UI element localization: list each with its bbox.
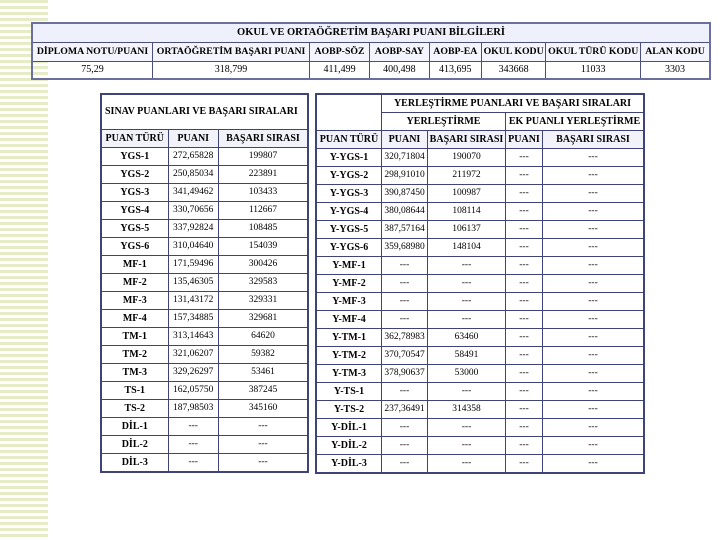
info-value-alan-kodu: 3303 [640, 62, 710, 80]
table-row [316, 383, 644, 401]
table-row [101, 184, 308, 202]
info-value-okul-kodu: 343668 [481, 62, 546, 80]
bonus-score-cell: --- [506, 203, 543, 221]
rank-value-cell: 112667 [218, 202, 308, 220]
info-header-aobp-ea: AOBP-EA [429, 43, 481, 62]
score-value-cell: --- [382, 419, 428, 437]
exam-scores-table [100, 93, 309, 473]
score-type-cell: Y-TS-1 [316, 383, 382, 401]
score-value-cell: 330,70656 [168, 202, 218, 220]
table-row [101, 148, 308, 166]
rank-value-cell: 53000 [428, 365, 506, 383]
rank-value-cell: --- [428, 311, 506, 329]
info-header-row [32, 43, 710, 62]
info-header-aobp-say: AOBP-SAY [369, 43, 429, 62]
bonus-rank-cell: --- [543, 293, 645, 311]
table-row [101, 400, 308, 418]
score-type-cell: Y-TM-3 [316, 365, 382, 383]
rank-value-cell: 211972 [428, 167, 506, 185]
bonus-rank-cell: --- [543, 365, 645, 383]
score-value-cell: 157,34885 [168, 310, 218, 328]
info-table-title: OKUL VE ORTAÖĞRETİM BAŞARI PUANI BİLGİLERİ [32, 23, 710, 43]
placement-header-row [316, 131, 644, 149]
score-value-cell: 378,90637 [382, 365, 428, 383]
bonus-score-cell: --- [506, 401, 543, 419]
info-header-alan-kodu: ALAN KODU [640, 43, 710, 62]
score-value-cell: 370,70547 [382, 347, 428, 365]
rank-value-cell: 53461 [218, 364, 308, 382]
score-type-cell: DİL-3 [101, 454, 168, 473]
score-type-cell: YGS-4 [101, 202, 168, 220]
score-value-cell: --- [382, 437, 428, 455]
table-row [316, 347, 644, 365]
bonus-rank-cell: --- [543, 347, 645, 365]
score-type-cell: YGS-6 [101, 238, 168, 256]
score-type-cell: MF-2 [101, 274, 168, 292]
rank-value-cell: --- [218, 436, 308, 454]
rank-value-cell: 108114 [428, 203, 506, 221]
info-header-okul-kodu: OKUL KODU [481, 43, 546, 62]
table-row [101, 238, 308, 256]
table-row [316, 167, 644, 185]
score-type-cell: Y-YGS-4 [316, 203, 382, 221]
info-header-diploma: DİPLOMA NOTU/PUANI [32, 43, 153, 62]
bonus-rank-cell: --- [543, 239, 645, 257]
info-header-obp: ORTAÖĞRETİM BAŞARI PUANI [153, 43, 310, 62]
rank-value-cell: 345160 [218, 400, 308, 418]
table-row [316, 437, 644, 455]
bonus-score-cell: --- [506, 329, 543, 347]
rank-value-cell: 329681 [218, 310, 308, 328]
table-row [316, 203, 644, 221]
exam-header-row [101, 130, 308, 148]
placement-scores-title: YERLEŞTİRME PUANLARI VE BAŞARI SIRALARI [382, 94, 645, 113]
info-value-row [32, 62, 710, 80]
info-value-aobp-say: 400,498 [369, 62, 429, 80]
score-type-cell: YGS-1 [101, 148, 168, 166]
exam-header-score: PUANI [168, 130, 218, 148]
table-row [101, 418, 308, 436]
bonus-score-cell: --- [506, 311, 543, 329]
score-type-cell: TM-3 [101, 364, 168, 382]
bonus-rank-cell: --- [543, 419, 645, 437]
score-type-cell: Y-YGS-3 [316, 185, 382, 203]
score-value-cell: --- [382, 455, 428, 474]
rank-value-cell: 329331 [218, 292, 308, 310]
table-row [316, 185, 644, 203]
table-row [101, 274, 308, 292]
table-row [101, 346, 308, 364]
score-value-cell: --- [382, 383, 428, 401]
score-value-cell: --- [168, 454, 218, 473]
info-value-obp: 318,799 [153, 62, 310, 80]
rank-value-cell: --- [428, 455, 506, 474]
bonus-rank-cell: --- [543, 401, 645, 419]
placement-header-bonus-score: PUANI [506, 131, 543, 149]
info-value-okul-turu-kodu: 11033 [546, 62, 641, 80]
table-row [316, 221, 644, 239]
score-type-cell: Y-TM-2 [316, 347, 382, 365]
rank-value-cell: --- [428, 257, 506, 275]
placement-header-rank: BAŞARI SIRASI [428, 131, 506, 149]
placement-group-regular: YERLEŞTİRME [382, 113, 506, 131]
score-type-cell: MF-3 [101, 292, 168, 310]
table-row [101, 310, 308, 328]
bonus-rank-cell: --- [543, 275, 645, 293]
score-type-cell: Y-MF-4 [316, 311, 382, 329]
rank-value-cell: 63460 [428, 329, 506, 347]
rank-value-cell: --- [428, 419, 506, 437]
score-type-cell: TM-2 [101, 346, 168, 364]
score-type-cell: MF-1 [101, 256, 168, 274]
score-value-cell: 359,68980 [382, 239, 428, 257]
bonus-score-cell: --- [506, 455, 543, 474]
bonus-score-cell: --- [506, 365, 543, 383]
rank-value-cell: --- [428, 275, 506, 293]
table-row [101, 220, 308, 238]
bonus-rank-cell: --- [543, 311, 645, 329]
table-row [316, 257, 644, 275]
bonus-rank-cell: --- [543, 383, 645, 401]
score-value-cell: 320,71804 [382, 149, 428, 167]
score-value-cell: 387,57164 [382, 221, 428, 239]
bonus-rank-cell: --- [543, 203, 645, 221]
score-type-cell: Y-DİL-1 [316, 419, 382, 437]
bonus-score-cell: --- [506, 149, 543, 167]
bonus-rank-cell: --- [543, 185, 645, 203]
score-value-cell: 321,06207 [168, 346, 218, 364]
score-value-cell: 250,85034 [168, 166, 218, 184]
score-value-cell: --- [382, 293, 428, 311]
rank-value-cell: 100987 [428, 185, 506, 203]
score-type-cell: Y-DİL-2 [316, 437, 382, 455]
table-row [101, 364, 308, 382]
table-row [316, 401, 644, 419]
bonus-score-cell: --- [506, 419, 543, 437]
table-row [101, 292, 308, 310]
bonus-rank-cell: --- [543, 329, 645, 347]
table-row [101, 436, 308, 454]
table-row [316, 455, 644, 474]
info-header-aobp-soz: AOBP-SÖZ [310, 43, 370, 62]
rank-value-cell: 199807 [218, 148, 308, 166]
rank-value-cell: --- [428, 293, 506, 311]
bonus-score-cell: --- [506, 185, 543, 203]
rank-value-cell: --- [218, 418, 308, 436]
table-row [101, 202, 308, 220]
score-type-cell: Y-YGS-6 [316, 239, 382, 257]
rank-value-cell: 148104 [428, 239, 506, 257]
score-type-cell: DİL-2 [101, 436, 168, 454]
score-value-cell: 237,36491 [382, 401, 428, 419]
rank-value-cell: 59382 [218, 346, 308, 364]
bonus-score-cell: --- [506, 239, 543, 257]
rank-value-cell: --- [428, 437, 506, 455]
rank-value-cell: 223891 [218, 166, 308, 184]
exam-header-rank: BAŞARI SIRASI [218, 130, 308, 148]
bonus-rank-cell: --- [543, 167, 645, 185]
placement-header-type: PUAN TÜRÜ [316, 131, 382, 149]
score-value-cell: 380,08644 [382, 203, 428, 221]
score-type-cell: YGS-2 [101, 166, 168, 184]
score-value-cell: --- [168, 418, 218, 436]
score-type-cell: YGS-5 [101, 220, 168, 238]
bonus-score-cell: --- [506, 275, 543, 293]
rank-value-cell: 314358 [428, 401, 506, 419]
rank-value-cell: 300426 [218, 256, 308, 274]
score-value-cell: --- [382, 311, 428, 329]
score-value-cell: --- [168, 436, 218, 454]
score-value-cell: 313,14643 [168, 328, 218, 346]
bonus-rank-cell: --- [543, 455, 645, 474]
score-value-cell: 162,05750 [168, 382, 218, 400]
score-value-cell: 341,49462 [168, 184, 218, 202]
rank-value-cell: 154039 [218, 238, 308, 256]
rank-value-cell: --- [218, 454, 308, 473]
score-type-cell: TS-1 [101, 382, 168, 400]
rank-value-cell: 58491 [428, 347, 506, 365]
table-row [316, 149, 644, 167]
placement-header-bonus-rank: BAŞARI SIRASI [543, 131, 645, 149]
exam-scores-title: SINAV PUANLARI VE BAŞARI SIRALARI [101, 94, 308, 130]
score-type-cell: Y-MF-3 [316, 293, 382, 311]
placement-scores-table [315, 93, 645, 474]
score-value-cell: 187,98503 [168, 400, 218, 418]
rank-value-cell: 190070 [428, 149, 506, 167]
score-value-cell: 272,65828 [168, 148, 218, 166]
table-row [316, 239, 644, 257]
score-type-cell: DİL-1 [101, 418, 168, 436]
rank-value-cell: 387245 [218, 382, 308, 400]
score-value-cell: 362,78983 [382, 329, 428, 347]
bonus-score-cell: --- [506, 347, 543, 365]
bonus-rank-cell: --- [543, 257, 645, 275]
table-row [316, 419, 644, 437]
score-value-cell: 337,92824 [168, 220, 218, 238]
score-value-cell: 131,43172 [168, 292, 218, 310]
score-type-cell: Y-YGS-5 [316, 221, 382, 239]
info-value-diploma: 75,29 [32, 62, 153, 80]
score-value-cell: 329,26297 [168, 364, 218, 382]
exam-header-type: PUAN TÜRÜ [101, 130, 168, 148]
table-row [316, 311, 644, 329]
decorative-margin-stripes [0, 0, 48, 540]
rank-value-cell: 64620 [218, 328, 308, 346]
rank-value-cell: 329583 [218, 274, 308, 292]
score-type-cell: Y-DİL-3 [316, 455, 382, 474]
rank-value-cell: --- [428, 383, 506, 401]
placement-header-score: PUANI [382, 131, 428, 149]
score-type-cell: Y-TM-1 [316, 329, 382, 347]
table-row [101, 166, 308, 184]
table-row [316, 275, 644, 293]
score-value-cell: 171,59496 [168, 256, 218, 274]
score-type-cell: TS-2 [101, 400, 168, 418]
score-value-cell: 135,46305 [168, 274, 218, 292]
bonus-rank-cell: --- [543, 221, 645, 239]
bonus-rank-cell: --- [543, 437, 645, 455]
table-row [316, 329, 644, 347]
school-info-table [31, 22, 711, 80]
info-value-aobp-ea: 413,695 [429, 62, 481, 80]
score-type-cell: MF-4 [101, 310, 168, 328]
bonus-score-cell: --- [506, 383, 543, 401]
score-value-cell: 310,04640 [168, 238, 218, 256]
table-row [101, 454, 308, 473]
bonus-score-cell: --- [506, 437, 543, 455]
score-type-cell: Y-YGS-2 [316, 167, 382, 185]
bonus-rank-cell: --- [543, 149, 645, 167]
rank-value-cell: 108485 [218, 220, 308, 238]
score-value-cell: 298,91010 [382, 167, 428, 185]
table-row [101, 382, 308, 400]
score-value-cell: --- [382, 275, 428, 293]
bonus-score-cell: --- [506, 221, 543, 239]
table-row [316, 293, 644, 311]
table-row [101, 256, 308, 274]
score-value-cell: 390,87450 [382, 185, 428, 203]
placement-group-bonus: EK PUANLI YERLEŞTİRME [506, 113, 645, 131]
score-type-cell: TM-1 [101, 328, 168, 346]
score-type-cell: Y-YGS-1 [316, 149, 382, 167]
score-type-cell: YGS-3 [101, 184, 168, 202]
bonus-score-cell: --- [506, 167, 543, 185]
bonus-score-cell: --- [506, 293, 543, 311]
bonus-score-cell: --- [506, 257, 543, 275]
score-type-cell: Y-TS-2 [316, 401, 382, 419]
placement-blank-corner [316, 94, 382, 131]
info-value-aobp-soz: 411,499 [310, 62, 370, 80]
score-value-cell: --- [382, 257, 428, 275]
rank-value-cell: 106137 [428, 221, 506, 239]
table-row [101, 328, 308, 346]
info-header-okul-turu-kodu: OKUL TÜRÜ KODU [546, 43, 641, 62]
score-type-cell: Y-MF-2 [316, 275, 382, 293]
rank-value-cell: 103433 [218, 184, 308, 202]
table-row [316, 365, 644, 383]
score-type-cell: Y-MF-1 [316, 257, 382, 275]
